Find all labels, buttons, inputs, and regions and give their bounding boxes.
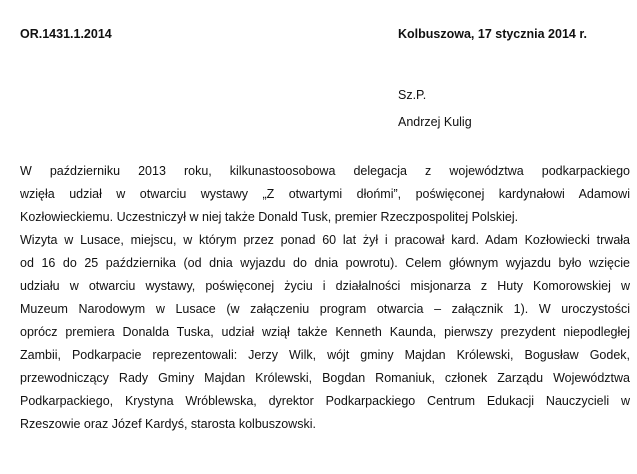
text-line: od 16 do 25 października (od dnia wyjazdu do dnia powrotu). Celem głównym wyjazdu było wzięcie: [20, 256, 630, 270]
recipient-name: Andrzej Kulig: [398, 115, 472, 129]
text-line: udziału w otwarciu wystawy, poświęconej życiu i działalności misjonarza z Huty Komorowskiej w: [20, 279, 630, 293]
text-line: Kozłowieckiemu. Uczestniczył w niej także Donald Tusk, premier Rzeczpospolitej Polskiej.: [20, 210, 519, 224]
text-line: przewodniczący Rady Gminy Majdan Królewski, Bogdan Romaniuk, członek Zarządu Województwa: [20, 371, 630, 385]
text-line: Rzeszowie oraz Józef Kardyś, starosta kolbuszowski.: [20, 417, 316, 431]
text-line: Wizyta w Lusace, miejscu, w którym przez ponad 60 lat żył i pracował kard. Adam Kozłowiecki trwała: [20, 233, 630, 247]
reference-number: OR.1431.1.2014: [20, 27, 112, 41]
recipient-block: [398, 82, 472, 136]
paragraph-1: [20, 160, 630, 229]
text-line: wzięła udział w otwarciu wystawy „Z otwartymi dłońmi”, poświęconej kardynałowi Adamowi: [20, 187, 630, 201]
letter-body: [20, 160, 630, 436]
place-and-date: Kolbuszowa, 17 stycznia 2014 r.: [398, 27, 587, 41]
recipient-salutation: Sz.P.: [398, 88, 427, 102]
paragraph-2: [20, 229, 630, 436]
text-line: Muzeum Narodowym w Lusace (w załączeniu program otwarcia – załącznik 1). W uroczystości: [20, 302, 630, 316]
text-line: Zambii, Podkarpacie reprezentowali: Jerzy Wilk, wójt gminy Majdan Królewski, Bogusław Godek,: [20, 348, 630, 362]
text-line: W październiku 2013 roku, kilkunastoosobowa delegacja z województwa podkarpackiego: [20, 164, 630, 178]
text-line: Podkarpackiego, Krystyna Wróblewska, dyrektor Podkarpackiego Centrum Edukacji Nauczycieli w: [20, 394, 630, 408]
text-line: oprócz premiera Donalda Tuska, udział wziął także Kenneth Kaunda, pierwszy prezydent niepodległej: [20, 325, 630, 339]
